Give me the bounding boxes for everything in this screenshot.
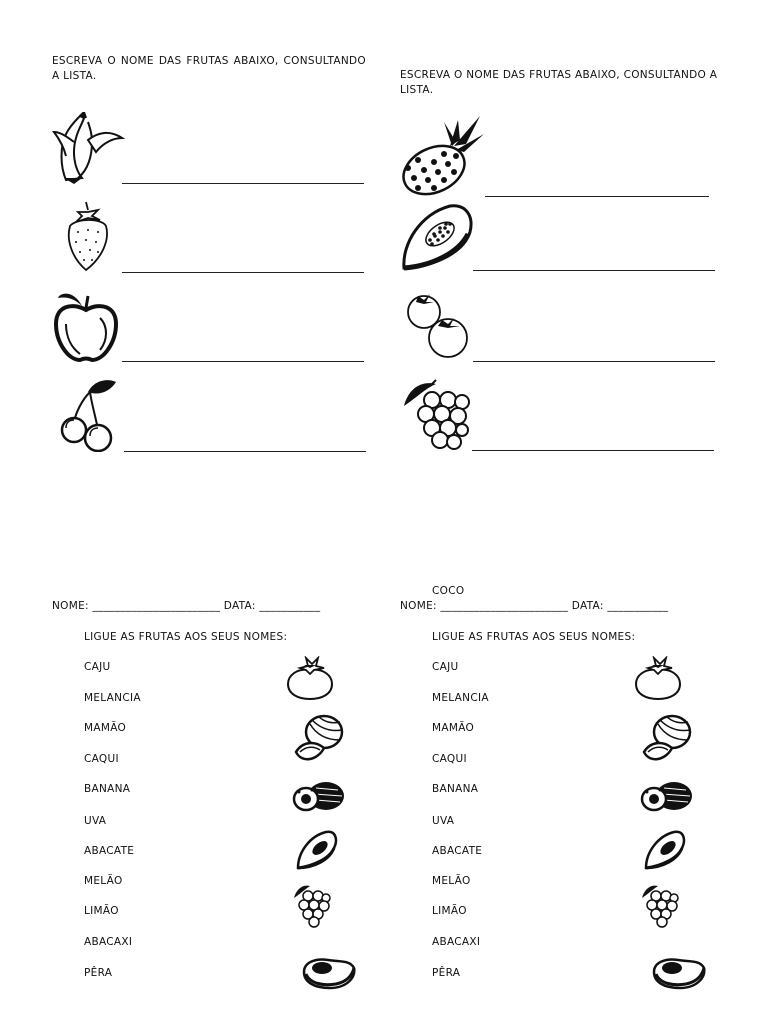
grapes-icon <box>402 378 474 452</box>
persimmon-icon[interactable] <box>286 656 334 700</box>
pineapple-icon <box>400 112 486 198</box>
fruit-name-item[interactable]: MELANCIA <box>84 692 141 704</box>
melon-icon[interactable] <box>640 712 692 764</box>
persimmon-icon[interactable] <box>634 656 682 700</box>
date-field-label[interactable]: DATA: ___________ <box>571 600 669 612</box>
apple-icon <box>52 290 120 364</box>
fruit-name-item[interactable]: ABACATE <box>84 845 135 857</box>
answer-line[interactable] <box>122 361 364 362</box>
answer-line[interactable] <box>472 450 714 451</box>
instruction-bottom-right: LIGUE AS FRUTAS AOS SEUS NOMES: <box>432 631 636 643</box>
fruit-name-item[interactable]: LIMÃO <box>432 905 467 917</box>
answer-line[interactable] <box>122 272 364 273</box>
papaya-icon[interactable] <box>296 830 338 870</box>
instruction-top-right: ESCREVA O NOME DAS FRUTAS ABAIXO, CONSULTANDO A LISTA. <box>400 69 718 96</box>
fruit-name-item[interactable]: CAQUI <box>84 753 119 765</box>
coconut-icon[interactable] <box>292 780 346 814</box>
papaya-icon <box>400 204 474 272</box>
banana-icon <box>52 112 126 186</box>
fruit-name-item[interactable]: BANANA <box>84 783 131 795</box>
fruit-name-item[interactable]: UVA <box>84 815 107 827</box>
extra-word-label: COCO <box>432 585 465 597</box>
fruit-name-item[interactable]: PÊRA <box>84 967 113 979</box>
fruit-name-item[interactable]: MELÃO <box>432 875 471 887</box>
answer-line[interactable] <box>473 270 715 271</box>
answer-line[interactable] <box>485 196 709 197</box>
avocado-icon[interactable] <box>650 956 706 992</box>
grapes-icon[interactable] <box>640 884 680 928</box>
fruit-name-item[interactable]: CAJU <box>84 661 111 673</box>
fruit-name-item[interactable]: MELÃO <box>84 875 123 887</box>
avocado-icon[interactable] <box>300 956 356 992</box>
coconut-icon[interactable] <box>640 780 694 814</box>
orange-icon <box>404 288 470 362</box>
answer-line[interactable] <box>122 183 364 184</box>
fruit-name-item[interactable]: PÊRA <box>432 967 461 979</box>
instruction-top-left: ESCREVA O NOME DAS FRUTAS ABAIXO, CONSULTANDO A LISTA. <box>52 55 366 82</box>
fruit-name-item[interactable]: BANANA <box>432 783 479 795</box>
strawberry-icon <box>62 200 114 274</box>
answer-line[interactable] <box>124 451 366 452</box>
fruit-name-item[interactable]: MAMÃO <box>432 722 475 734</box>
fruit-name-item[interactable]: LIMÃO <box>84 905 119 917</box>
name-date-line-right <box>400 600 668 612</box>
fruit-name-item[interactable]: CAQUI <box>432 753 467 765</box>
fruit-name-item[interactable]: ABACAXI <box>432 936 481 948</box>
cherry-icon <box>58 378 118 452</box>
fruit-name-item[interactable]: MAMÃO <box>84 722 127 734</box>
grapes-icon[interactable] <box>292 884 332 928</box>
fruit-name-item[interactable]: ABACATE <box>432 845 483 857</box>
papaya-icon[interactable] <box>644 830 686 870</box>
fruit-name-item[interactable]: ABACAXI <box>84 936 133 948</box>
instruction-bottom-left: LIGUE AS FRUTAS AOS SEUS NOMES: <box>84 631 288 643</box>
fruit-name-item[interactable]: MELANCIA <box>432 692 489 704</box>
date-field-label[interactable]: DATA: ___________ <box>223 600 321 612</box>
fruit-name-item[interactable]: CAJU <box>432 661 459 673</box>
melon-icon[interactable] <box>292 712 344 764</box>
fruit-name-item[interactable]: UVA <box>432 815 455 827</box>
name-date-line-left <box>52 600 320 612</box>
name-field-label[interactable]: NOME: _______________________ <box>400 600 569 612</box>
name-field-label[interactable]: NOME: _______________________ <box>52 600 221 612</box>
answer-line[interactable] <box>473 361 715 362</box>
